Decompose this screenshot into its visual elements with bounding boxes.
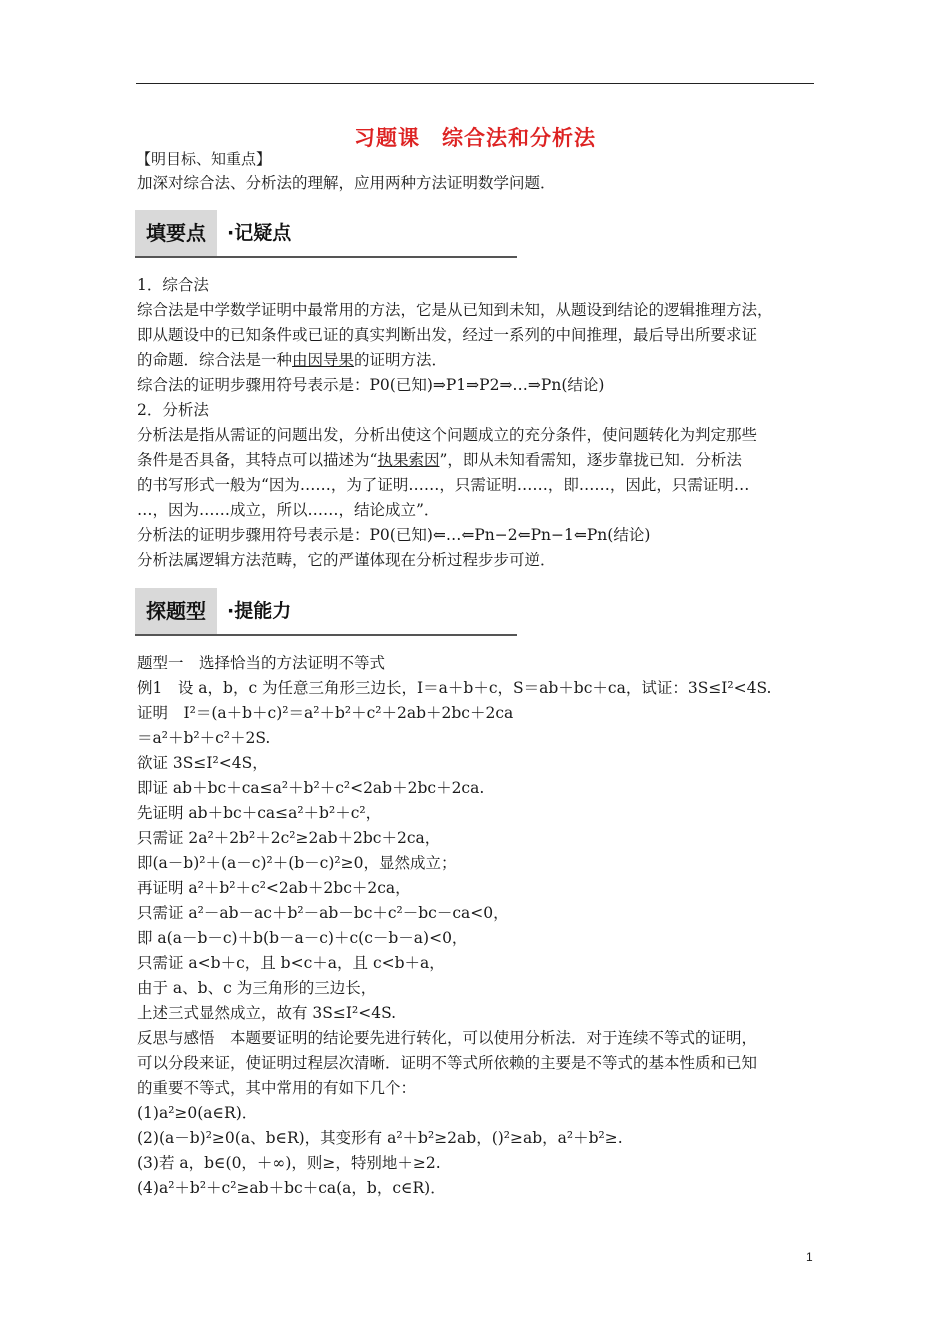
page-number: 1	[806, 1250, 813, 1264]
text-line: 分析法是指从需证的问题出发，分析出使这个问题成立的充分条件，使问题转化为判定那些	[137, 426, 758, 444]
text-line: 综合法的证明步骤用符号表示是：P0(已知)⇒P1⇒P2⇒…⇒Pn(结论)	[137, 376, 605, 394]
text-line: 欲证 3S≤I²<4S，	[137, 754, 268, 772]
goals-tag: 【明目标、知重点】	[136, 150, 272, 168]
section-header-key-points	[135, 210, 517, 258]
page-title: 习题课 综合法和分析法	[354, 125, 596, 150]
text-line: 可以分段来证，使证明过程层次清晰．证明不等式所依赖的主要是不等式的基本性质和已知	[137, 1054, 758, 1072]
section-subtitle: ·提能力	[227, 600, 292, 622]
text-line: 的命题．综合法是一种由因导果的证明方法．	[137, 351, 448, 369]
text-line: 只需证 a²－ab－ac＋b²－ab－bc＋c²－bc－ca<0，	[137, 904, 509, 922]
text-line: ＝a²＋b²＋c²＋2S.	[137, 729, 271, 747]
text-line: 例1 设 a，b，c 为任意三角形三边长，I＝a＋b＋c，S＝ab＋bc＋ca，试证：3S≤I²<4S.	[137, 679, 772, 697]
text-line: 只需证 a<b＋c，且 b<c＋a，且 c<b＋a，	[137, 954, 445, 972]
text-line: 综合法是中学数学证明中最常用的方法，它是从已知到未知，从题设到结论的逻辑推理方法，	[137, 301, 773, 319]
text-line: (4)a²＋b²＋c²≥ab＋bc＋ca(a，b，c∈R)．	[137, 1179, 446, 1197]
text-line: 分析法属逻辑方法范畴，它的严谨体现在分析过程步步可逆．	[137, 551, 556, 569]
section-box-label: 填要点	[135, 210, 217, 256]
section-subtitle: ·记疑点	[227, 222, 292, 244]
text-line: 条件是否具备，其特点可以描述为“执果索因”，即从未知看需知，逐步靠拢已知．分析法	[137, 451, 742, 469]
text-line: …，因为……成立，所以……，结论成立”．	[137, 501, 440, 519]
section-header-problem-types	[135, 588, 517, 636]
text-line: 即证 ab＋bc＋ca≤a²＋b²＋c²<2ab＋2bc＋2ca.	[137, 779, 485, 797]
text-line: 由于 a、b、c 为三角形的三边长，	[137, 979, 377, 997]
text-line: (3)若 a，b∈(0，＋∞)，则≥，特别地＋≥2.	[137, 1154, 441, 1172]
text-line: 1．综合法	[137, 276, 209, 294]
text-line: (1)a²≥0(a∈R)．	[137, 1104, 258, 1122]
text-line: 上述三式显然成立，故有 3S≤I²<4S.	[137, 1004, 397, 1022]
text-line: 即 a(a－b－c)＋b(b－a－c)＋c(c－b－a)<0，	[137, 929, 468, 947]
text-line: 证明 I²＝(a＋b＋c)²＝a²＋b²＋c²＋2ab＋2bc＋2ca	[137, 704, 514, 722]
text-line: 只需证 2a²＋2b²＋2c²≥2ab＋2bc＋2ca，	[137, 829, 441, 847]
text-line: 先证明 ab＋bc＋ca≤a²＋b²＋c²，	[137, 804, 382, 822]
text-line: 的书写形式一般为“因为……，为了证明……，只需证明……，即……，因此，只需证明…	[137, 476, 750, 494]
text-line: 再证明 a²＋b²＋c²<2ab＋2bc＋2ca，	[137, 879, 411, 897]
underlined-term: 由因导果	[292, 351, 355, 369]
text-line: 即从题设中的已知条件或已证的真实判断出发，经过一系列的中间推理，最后导出所要求证	[137, 326, 758, 344]
text-line: (2)(a－b)²≥0(a、b∈R)，其变形有 a²＋b²≥2ab，()²≥ab，a²＋b²≥.	[137, 1129, 623, 1147]
text-line: 的重要不等式，其中常用的有如下几个：	[137, 1079, 417, 1097]
top-rule	[136, 83, 814, 84]
text-line: 2．分析法	[137, 401, 209, 419]
section-box-label: 探题型	[135, 588, 217, 634]
text-line: 即(a－b)²＋(a－c)²＋(b－c)²≥0，显然成立；	[137, 854, 457, 872]
text-line: 分析法的证明步骤用符号表示是：P0(已知)⇐…⇐Pn−2⇐Pn−1⇐Pn(结论)	[137, 526, 651, 544]
text-line: 题型一 选择恰当的方法证明不等式	[137, 654, 386, 672]
underlined-term: 执果索因	[377, 451, 440, 469]
goals-text: 加深对综合法、分析法的理解，应用两种方法证明数学问题．	[137, 174, 556, 192]
text-line: 反思与感悟 本题要证明的结论要先进行转化，可以使用分析法．对于连续不等式的证明，	[137, 1029, 758, 1047]
